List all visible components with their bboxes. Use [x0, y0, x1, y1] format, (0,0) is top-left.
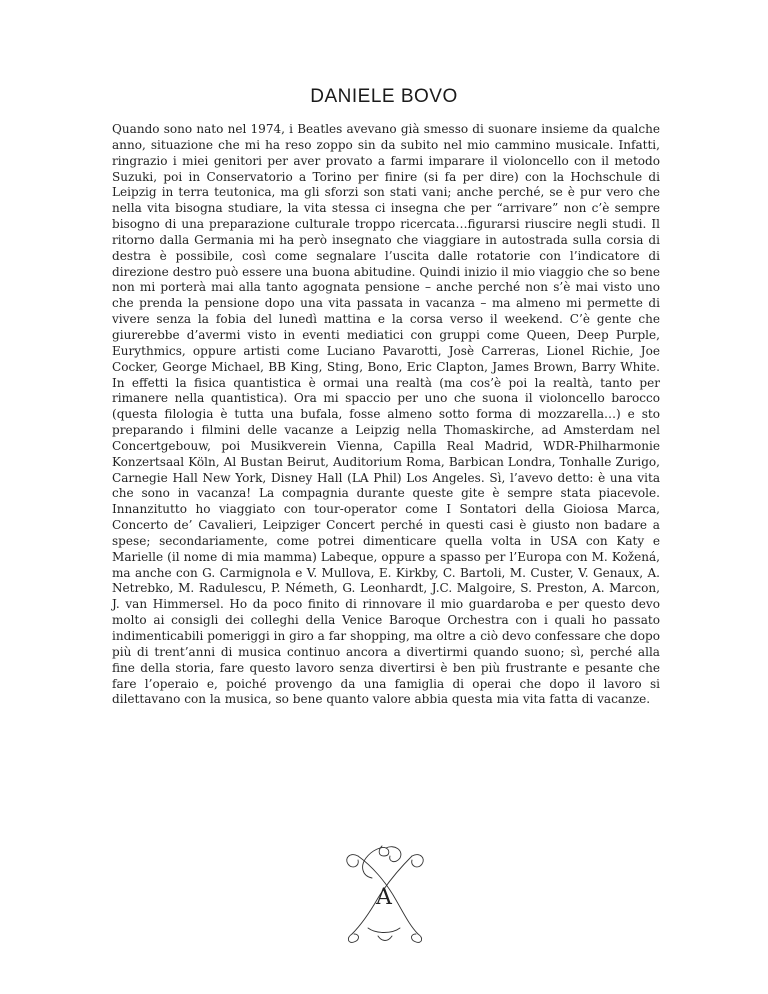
page-title: DANIELE BOVO: [310, 86, 458, 107]
biography-paragraph: Quando sono nato nel 1974, i Beatles avevano già smesso di suonare insieme da qualche anno, situazione che mi ha reso zoppo sin da subito nel mio cammino musicale. Infatti, ringrazio i miei genitori per aver provato a farmi imparare il violoncello con il metodo Suzuki, poi in Conservatorio a Torino per finire (si fa per dire) con la Hochschule di Leipzig in terra teutonica, ma gli sforzi son stati vani; anche perché, se è pur vero che nella vita bisogna studiare, la vita stessa ci insegna che per “arrivare” non c’è sempre bisogno di una preparazione culturale troppo ricercata…figurarsi riuscire negli studi. Il ritorno dalla Germania mi ha però insegnato che viaggiare in autostrada sulla corsia di destra è possibile, così come segnalare l’uscita dalle rotatorie con l’indicatore di direzione destro può essere una buona abitudine. Quindi inizio il mio viaggio che so bene non mi porterà mai alla tanto agognata pensione – anche perché non s’è mai visto uno che prenda la pensione dopo una vita passata in vacanza – ma almeno mi permette di vivere senza la fobia del lunedì mattina e la corsa verso il weekend. C’è gente che giurerebbe d’avermi visto in eventi mediatici con gruppi come Queen, Deep Purple, Eurythmics, oppure artisti come Luciano Pavarotti, Josè Carreras, Lionel Richie, Joe Cocker, George Michael, BB King, Sting, Bono, Eric Clapton, James Brown, Barry White. In effetti la fisica quantistica è ormai una realtà (ma cos’è poi la realtà, tanto per rimanere nella quantistica). Ora mi spaccio per uno che suona il violoncello barocco (questa filologia è tutta una bufala, fosse almeno sotto forma di mozzarella…) e sto preparando i filmini delle vacanze a Leipzig nella Thomaskirche, ad Amsterdam nel Concertgebouw, poi Musikverein Vienna, Capilla Real Madrid, WDR-Philharmonie Konzertsaal Köln, Al Bustan Beirut, Auditorium Roma, Barbican Londra, Tonhalle Zurigo, Carnegie Hall New York, Disney Hall (LA Phil) Los Angeles. Sì, l’avevo detto: è una vita che sono in vacanza! La compagnia durante queste gite è sempre stata piacevole. Innanzitutto ho viaggiato con tour-operator come I Sontatori della Gioiosa Marca, Concerto de’ Cavalieri, Leipziger Concert perché in questi casi è giusto non badare a spese; secondariamente, come potrei dimenticare quella volta in USA con Katy e Marielle (il nome di mia mamma) Labeque, oppure a spasso per l’Europa con M. Kožená, ma anche con G. Carmignola e V. Mullova, E. Kirkby, C. Bartoli, M. Custer, V. Genaux, A. Netrebko, M. Radulescu, P. Németh, G. Leonhardt, J.C. Malgoire, S. Preston, A. Marcon, J. van Himmersel. Ho da poco finito di rinnovare il mio guardaroba e per questo devo molto ai consigli dei colleghi della Venice Baroque Orchestra con i quali ho passato indimenticabili pomeriggi in giro a far shopping, ma oltre a ciò devo confessare che dopo più di trent’anni di musica continuo ancora a divertirmi quando suono; sì, perché alla fine della storia, fare questo lavoro senza divertirsi è ben più frustrante e pesante che fare l’operaio e, poiché provengo da una famiglia di operai che dopo il lavoro si dilettavano con la musica, so bene quanto valore abbia questa mia vita fatta di vacanze.: [112, 122, 660, 707]
logo-letter: A: [376, 885, 392, 910]
ornamental-monogram-icon: [338, 842, 430, 946]
